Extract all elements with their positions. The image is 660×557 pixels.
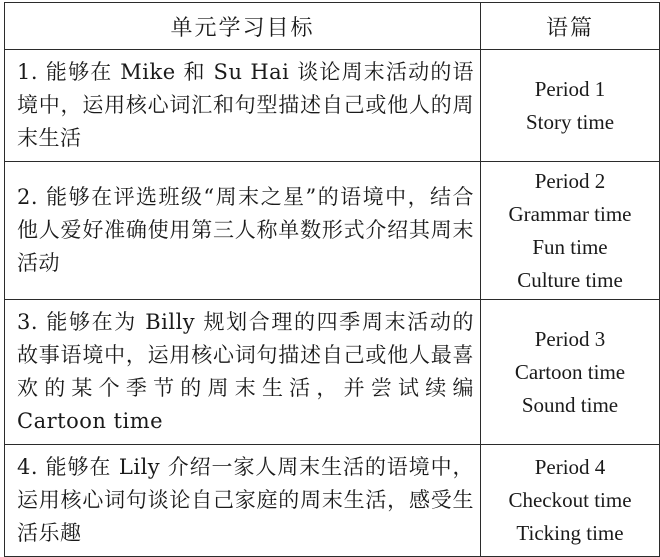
unit-objectives-table (4, 2, 660, 557)
period-line: Period 4 (534, 455, 606, 479)
objective-cell: 1. 能够在 Mike 和 Su Hai 谈论周末活动的语境中，运用核心词汇和句型描述自己或他人的周末生活 (5, 50, 481, 162)
table-row (5, 445, 660, 557)
period-line: Period 2 (534, 168, 606, 193)
header-text-section: 语篇 (481, 3, 660, 50)
period-line: Ticking time (516, 521, 624, 545)
objective-cell: 3. 能够在为 Billy 规划合理的四季周末活动的故事语境中，运用核心词句描述自己或他人最喜欢的某个季节的周末生活，并尝试续编 Cartoon time (5, 300, 481, 445)
period-cell (481, 162, 660, 300)
objective-cell: 4. 能够在 Lily 介绍一家人周末生活的语境中，运用核心词句谈论自己家庭的周末生活，感受生活乐趣 (5, 445, 481, 557)
period-line: Checkout time (508, 488, 632, 512)
objective-cell: 2. 能够在评选班级“周末之星”的语境中，结合他人爱好准确使用第三人称单数形式介绍其周末活动 (5, 162, 481, 300)
period-line: Culture time (517, 267, 623, 292)
period-line: Cartoon time (514, 359, 626, 384)
period-cell (481, 445, 660, 557)
period-line: Period 3 (534, 326, 606, 351)
table-row (5, 162, 660, 300)
period-cell (481, 300, 660, 445)
period-line: Fun time (532, 234, 608, 259)
period-line: Period 1 (534, 76, 606, 101)
header-learning-objectives: 单元学习目标 (5, 3, 481, 50)
objectives-table-container (4, 2, 659, 550)
table-row (5, 50, 660, 162)
table-row (5, 300, 660, 445)
table-header-row (5, 3, 660, 50)
period-line: Sound time (521, 392, 619, 417)
period-cell (481, 50, 660, 162)
period-line: Grammar time (508, 201, 632, 226)
period-line: Story time (525, 109, 615, 134)
